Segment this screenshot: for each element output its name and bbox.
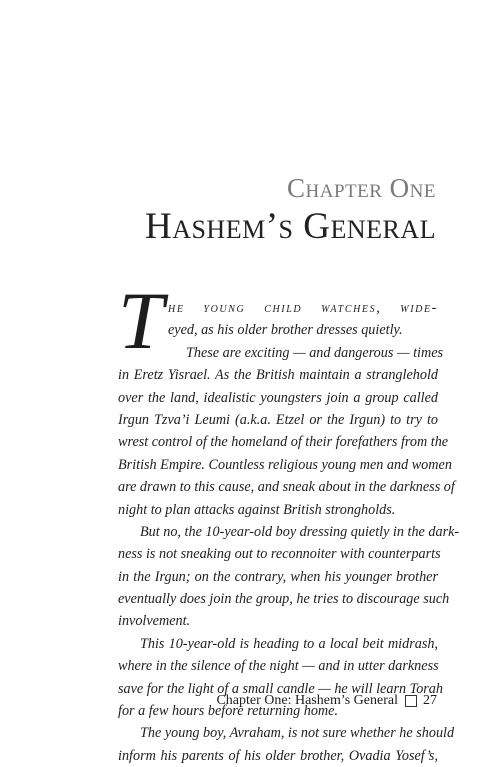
text-line: where in the silence of the night — and in utter darkness [118,658,439,675]
text-line: British Empire. Countless religious young men and women [118,456,452,473]
page-number: 27 [423,693,437,708]
text-line: ness is not sneaking out to reconnoiter with counterparts [118,546,441,563]
text-line: But no, the 10-year-old boy dressing quietly in the dark- [140,523,460,540]
text-line: These are exciting — and dangerous — times [186,344,444,361]
chapter-title: Hashem’s General [144,206,436,247]
text-line: involvement. [118,613,191,630]
running-head: Chapter One: Hashem’s General [216,693,398,708]
text-line: Irgun Tzva’i Leumi (a.k.a. Etzel or the Irgun) to try to [118,411,438,428]
text-line: This 10-year-old is heading to a local beit midrash, [140,635,438,652]
text-line: in Eretz Yisrael. As the British maintain a stranglehold [118,367,438,384]
text-line: over the land, idealistic youngsters join a group called [118,389,438,406]
text-line: eyed, as his older brother dresses quietly. [168,322,403,339]
footer-box-icon [405,695,417,707]
text-line: eventually does join the group, he tries to discourage such [118,591,450,608]
text-line: wrest control of the homeland of their forefathers from the [118,434,449,451]
text-line: The young boy, Avraham, is not sure whether he should [140,725,455,742]
text-line: inform his parents of his older brother, Ovadia Yosef’s, [118,747,438,764]
text-line: in the Irgun; on the contrary, when his younger brother [118,568,438,585]
running-footer [216,693,437,709]
text-line: he young child watches, wide- [168,300,438,316]
chapter-label: Chapter One [287,173,436,203]
text-line: for a few hours before returning home. [118,703,339,720]
text-line: night to plan attacks against British strongholds. [118,501,396,518]
text-line: save for the light of a small candle — he will learn Torah [118,680,443,697]
drop-cap: T [118,275,164,366]
text-line: are drawn to this cause, and sneak about in the darkness of [118,479,455,496]
